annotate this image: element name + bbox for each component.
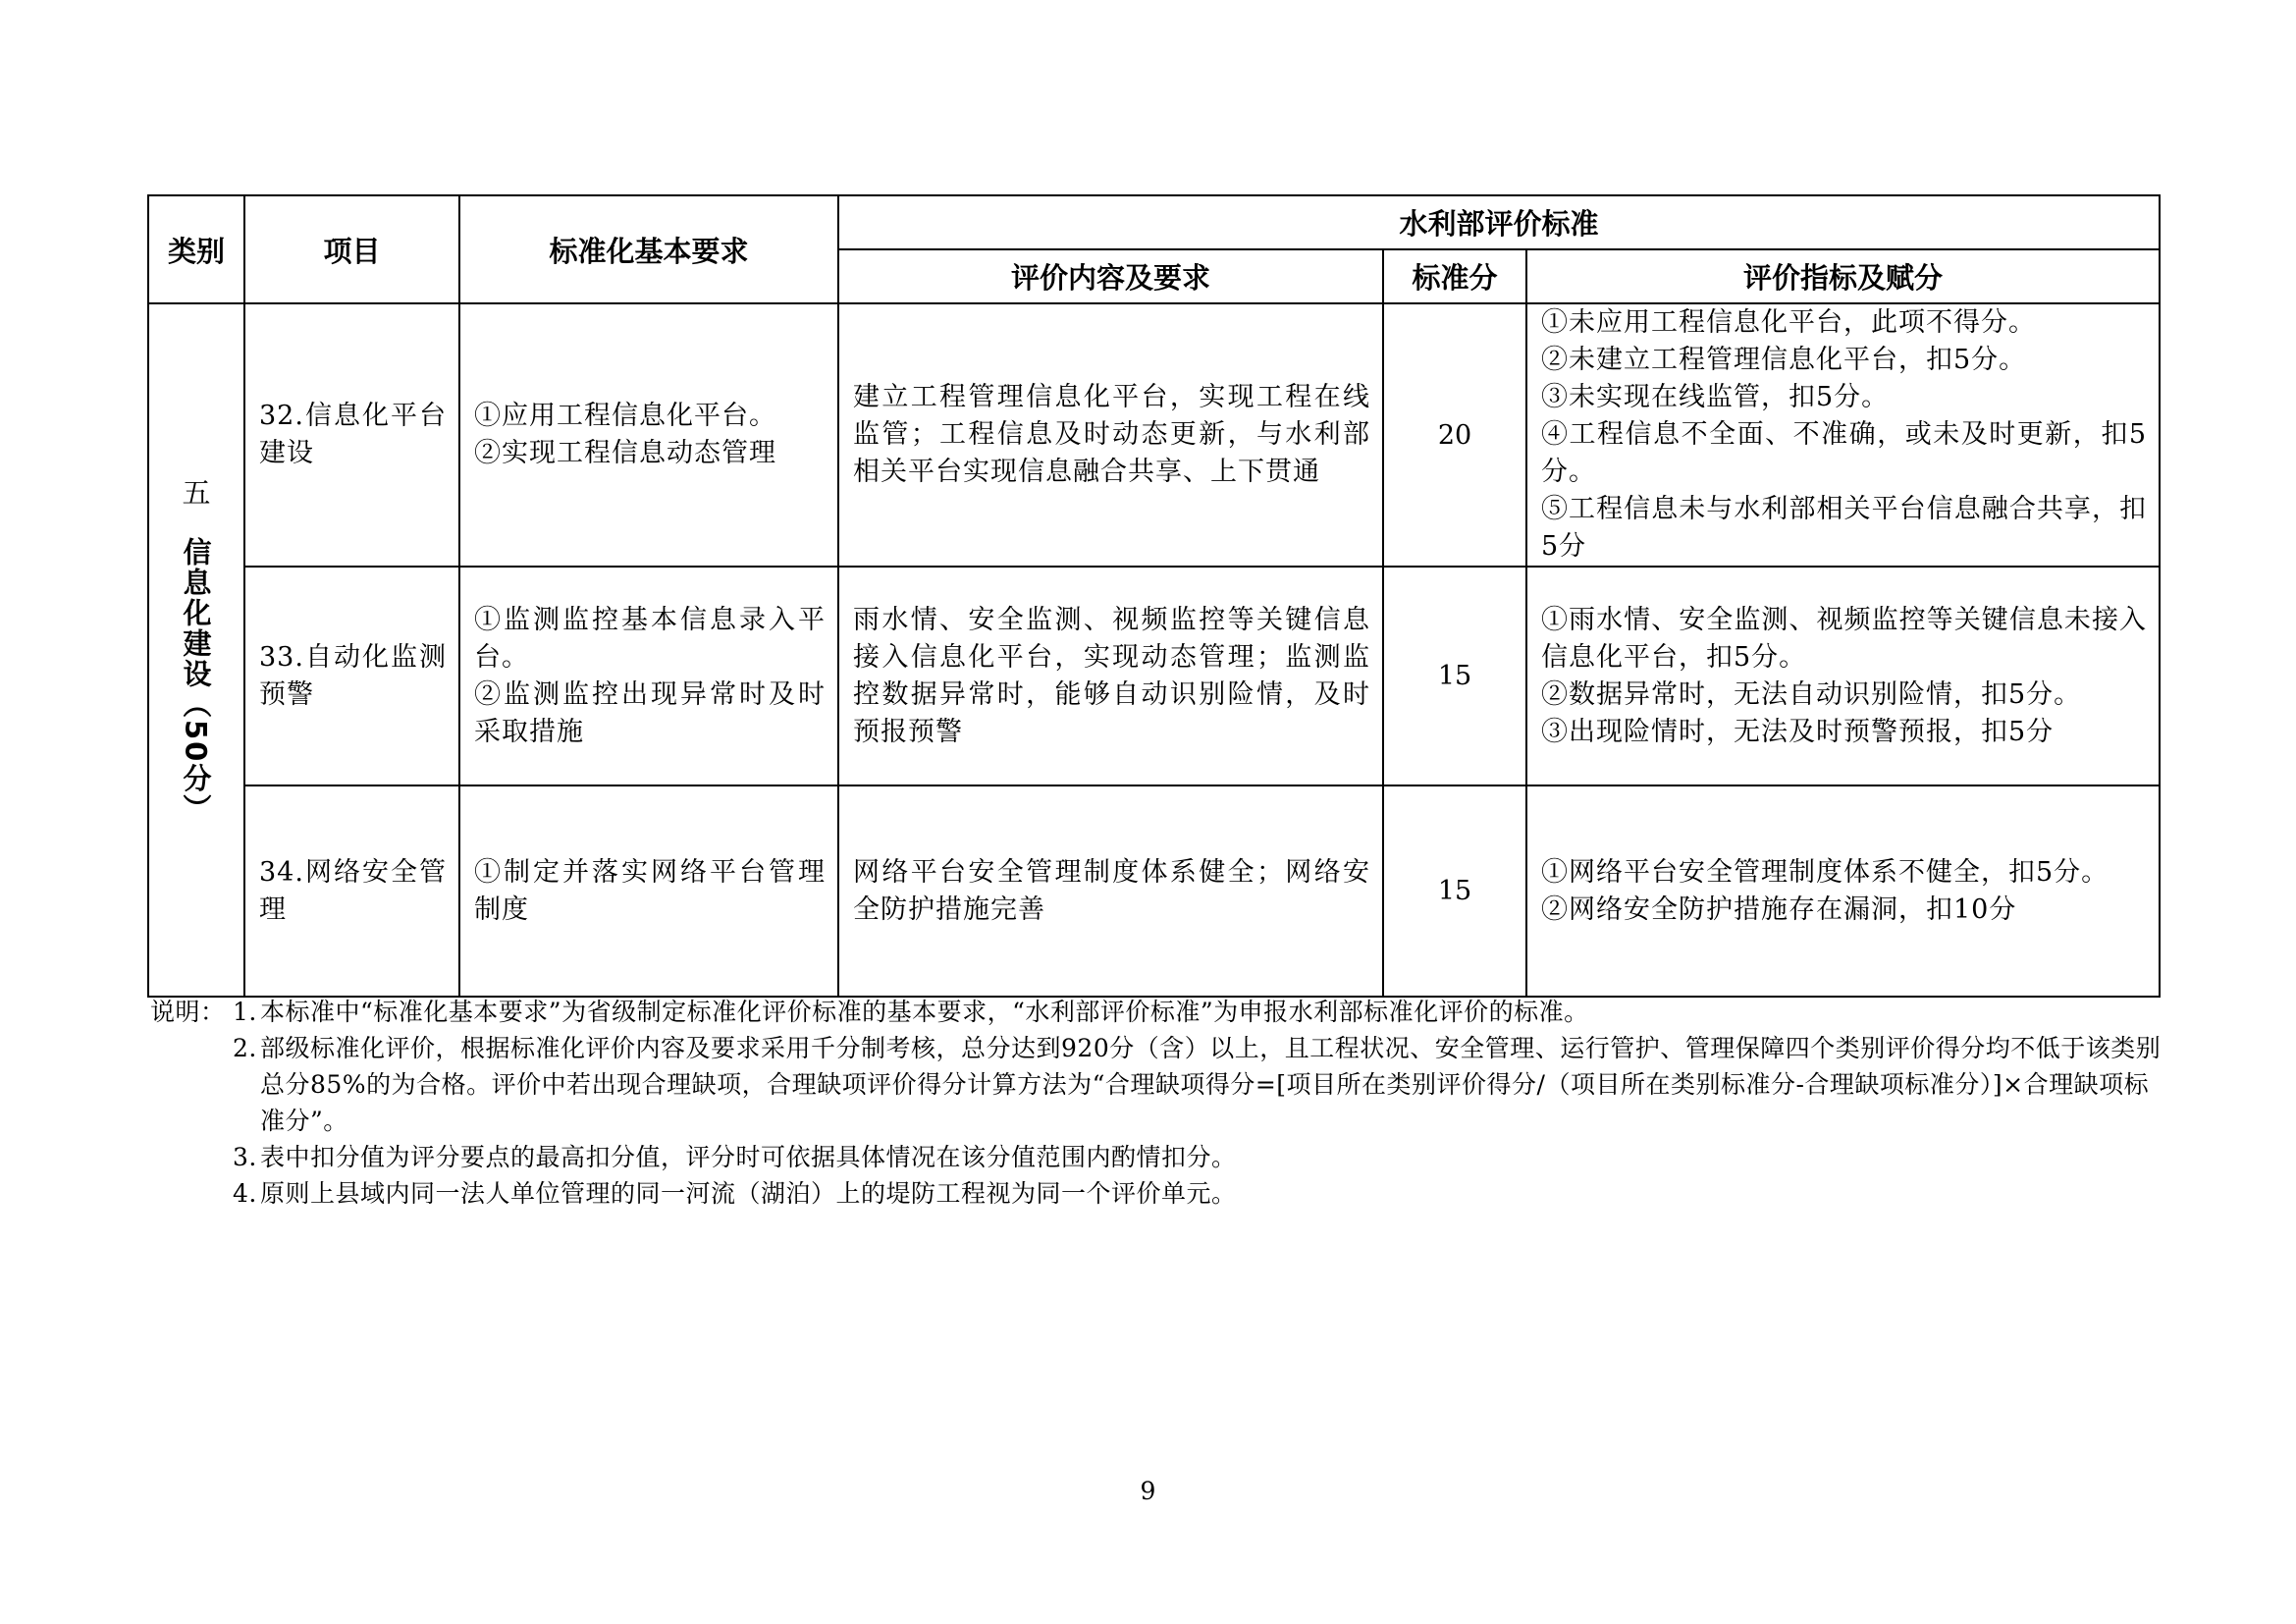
note-item [233, 1175, 2163, 1212]
category-name: 信息化建设（50分） [179, 537, 213, 825]
category-cell [148, 303, 244, 997]
note-text: 本标准中“标准化基本要求”为省级制定标准化评价标准的基本要求，“水利部评价标准”为申报水利部标准化评价的标准。 [260, 998, 1589, 1026]
header-basic-requirement: 标准化基本要求 [459, 195, 838, 303]
note-number: 2. [233, 1034, 257, 1062]
evaluation-indicator: ①雨水情、安全监测、视频监控等关键信息未接入信息化平台，扣5分。 ②数据异常时，无法自动识别险情，扣5分。 ③出现险情时，无法及时预警预报，扣5分 [1541, 604, 2148, 747]
note-text: 部级标准化评价，根据标准化评价内容及要求采用千分制考核，总分达到920分（含）以上，且工程状况、安全管理、运行管护、管理保障四个类别评价得分均不低于该类别总分85%的为合格。评价中若出现合理缺项，合理缺项评价得分计算方法为“合理缺项得分=[项目所在类别评价得分/（项目所在类别标准分-合理缺项标准分）]×合理缺项标准分”。 [260, 1034, 2162, 1135]
notes-section [150, 994, 2163, 1212]
standard-score: 20 [1383, 303, 1526, 567]
basic-requirement: ①监测监控基本信息录入平台。 ②监测监控出现异常时及时采取措施 [474, 604, 826, 747]
evaluation-table [147, 194, 2161, 998]
evaluation-content: 建立工程管理信息化平台，实现工程在线监管；工程信息及时动态更新，与水利部相关平台实现信息融合共享、上下贯通 [853, 382, 1370, 487]
item-name: 32.信息化平台建设 [259, 401, 447, 468]
note-item [233, 1030, 2163, 1139]
header-score: 标准分 [1383, 249, 1526, 303]
note-text: 原则上县域内同一法人单位管理的同一河流（湖泊）上的堤防工程视为同一个评价单元。 [260, 1179, 1237, 1208]
note-number: 1. [233, 998, 257, 1026]
page-number: 9 [1140, 1477, 1156, 1505]
evaluation-indicator: ①网络平台安全管理制度体系不健全，扣5分。 ②网络安全防护措施存在漏洞，扣10分 [1541, 856, 2109, 925]
table-row [148, 567, 2160, 785]
header-ministry-standard: 水利部评价标准 [838, 195, 2160, 249]
note-number: 4. [233, 1179, 257, 1208]
header-indicator: 评价指标及赋分 [1526, 249, 2160, 303]
header-content: 评价内容及要求 [838, 249, 1383, 303]
header-category: 类别 [148, 195, 244, 303]
basic-requirement: ①应用工程信息化平台。 ②实现工程信息动态管理 [474, 401, 776, 468]
table-row [148, 303, 2160, 567]
note-item [233, 1139, 2163, 1175]
evaluation-indicator: ①未应用工程信息化平台，此项不得分。 ②未建立工程管理信息化平台，扣5分。 ③未实现在线监管，扣5分。 ④工程信息不全面、不准确，或未及时更新，扣5分。 ⑤工程信息未与水利部相关平台信息融合共享，扣5分 [1541, 307, 2148, 562]
category-number: 五 [182, 476, 211, 511]
item-name: 34.网络安全管理 [259, 856, 447, 925]
item-name: 33.自动化监测预警 [259, 641, 447, 710]
note-text: 表中扣分值为评分要点的最高扣分值，评分时可依据具体情况在该分值范围内酌情扣分。 [260, 1143, 1237, 1171]
header-item: 项目 [244, 195, 459, 303]
evaluation-content: 雨水情、安全监测、视频监控等关键信息接入信息化平台，实现动态管理；监测监控数据异常时，能够自动识别险情，及时预报预警 [853, 604, 1370, 747]
table-row [148, 785, 2160, 997]
standard-score: 15 [1383, 785, 1526, 997]
standard-score: 15 [1383, 567, 1526, 785]
basic-requirement: ①制定并落实网络平台管理制度 [474, 856, 826, 925]
evaluation-content: 网络平台安全管理制度体系健全；网络安全防护措施完善 [853, 856, 1370, 925]
note-item [233, 994, 2163, 1030]
note-number: 3. [233, 1143, 257, 1171]
notes-label: 说明： [150, 998, 226, 1026]
